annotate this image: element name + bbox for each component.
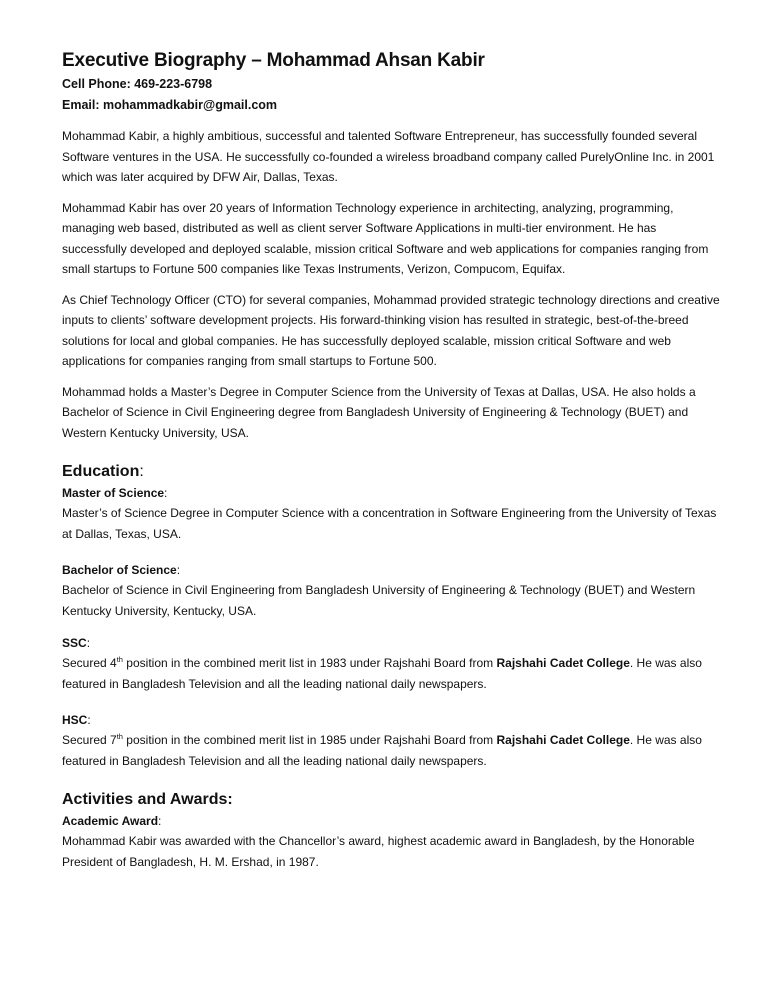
hsc-label: [62, 710, 722, 730]
masters-label: [62, 483, 722, 503]
ssc-label-text: SSC: [62, 636, 87, 650]
ssc-text: [62, 653, 722, 694]
activities-heading-text: Activities and Awards: [62, 791, 228, 808]
education-heading: [62, 461, 722, 483]
activities-heading-colon: :: [227, 791, 233, 808]
ssc-text-mid: position in the combined merit list in 1983 under Rajshahi Board from: [122, 656, 497, 670]
activities-heading: [62, 789, 722, 811]
bachelors-text: Bachelor of Science in Civil Engineering from Bangladesh University of Engineering & Technology (BUET) and Western Kentucky University, Kentucky, USA.: [62, 583, 696, 618]
bio-paragraph-2: Mohammad Kabir has over 20 years of Information Technology experience in architecting, analyzing, programming, managing web based, distributed as well as client server Software Applications in multi-tier environment. He has successfully developed and deployed scalable, mission critical Software and web applications for companies ranging from small startups to Fortune 500 companies like Texas Instruments, Verizon, Compucom, Equifax.: [62, 200, 709, 276]
academic-award-label-text: Academic Award: [62, 814, 159, 828]
bio-paragraph-4: Mohammad holds a Master’s Degree in Computer Science from the University of Texas at Dallas, USA. He also holds a Bachelor of Science in Civil Engineering degree from Bangladesh University of Engineering & Technology (BUET) and Western Kentucky University, USA.: [62, 384, 696, 440]
hsc-text-sup: th: [116, 732, 123, 741]
masters-label-colon: :: [164, 486, 168, 500]
page-title: Executive Biography – Mohammad Ahsan Kabir: [62, 50, 485, 71]
masters-text: Master’s of Science Degree in Computer Science with a concentration in Software Engineering from the University of Texas at Dallas, Texas, USA.: [62, 506, 717, 541]
academic-award-text: Mohammad Kabir was awarded with the Chancellor’s award, highest academic award in Bangladesh, by the Honorable President of Bangladesh, H. M. Ershad, in 1987.: [62, 834, 695, 869]
bio-paragraph-1: Mohammad Kabir, a highly ambitious, successful and talented Software Entrepreneur, has successfully founded several Software ventures in the USA. He successfully co-founded a wireless broadband company called PurelyOnline Inc. in 2001 which was later acquired by DFW Air, Dallas, Texas.: [62, 129, 715, 184]
hsc-text-mid: position in the combined merit list in 1985 under Rajshahi Board from: [122, 733, 497, 747]
ssc-label: [62, 633, 722, 653]
hsc-label-colon: :: [87, 713, 91, 727]
ssc-text-post: . He was also featured in Bangladesh Television and all the leading national daily newspapers.: [62, 656, 702, 691]
hsc-label-text: HSC: [62, 713, 88, 727]
education-heading-colon: :: [139, 463, 144, 480]
hsc-text-post: . He was also featured in Bangladesh Television and all the leading national daily newspapers.: [62, 733, 702, 768]
education-heading-text: Education: [62, 463, 140, 480]
bachelors-label-colon: :: [176, 563, 181, 577]
masters-label-text: Master of Science: [62, 486, 165, 500]
hsc-text-pre: Secured 7: [62, 733, 117, 747]
academic-award-label: [62, 811, 722, 831]
bachelors-label-text: Bachelor of Science: [62, 563, 177, 577]
bachelors-label: [62, 560, 722, 580]
ssc-text-school: Rajshahi Cadet College: [496, 656, 630, 670]
academic-award-label-colon: :: [158, 814, 162, 828]
hsc-text: [62, 730, 722, 771]
cell-phone: Cell Phone: 469-223-6798: [62, 77, 213, 91]
ssc-text-sup: th: [116, 655, 123, 664]
hsc-text-school: Rajshahi Cadet College: [496, 733, 630, 747]
bio-paragraph-3: As Chief Technology Officer (CTO) for several companies, Mohammad provided strategic technology directions and creative inputs to clients’ software development projects. His forward-thinking vision has resulted in strategic, best-of-the-breed solutions for local and global companies. He has successfully deployed scalable, mission critical Software and web applications for companies ranging from small startups to Fortune 500.: [62, 292, 720, 368]
email: Email: mohammadkabir@gmail.com: [62, 98, 278, 112]
ssc-label-colon: :: [86, 636, 91, 650]
ssc-text-pre: Secured 4: [62, 656, 117, 670]
document-page: [62, 48, 722, 872]
